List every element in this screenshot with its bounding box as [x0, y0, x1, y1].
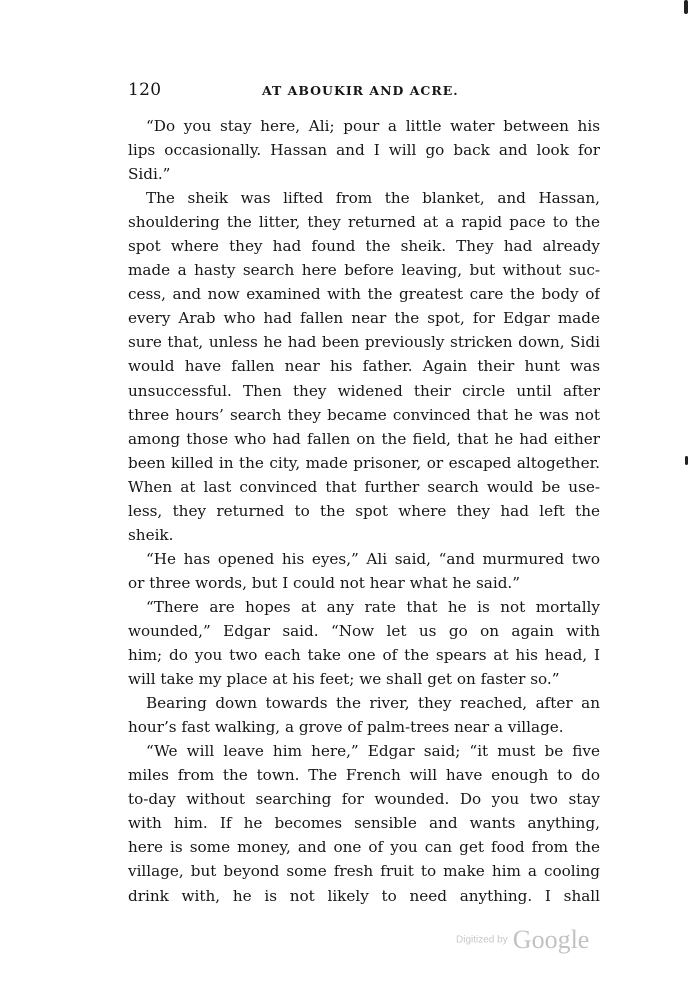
text-line: will take my place at his feet; we shall get on faster so.” — [128, 670, 560, 689]
text-line: with him. If he becomes sensible and wants anything, — [128, 814, 600, 833]
text-line: or three words, but I could not hear what he said.” — [128, 573, 521, 592]
text-line: every Arab who had fallen near the spot, for Edgar made — [128, 309, 600, 328]
body-text — [128, 114, 600, 908]
text-line: lips occasionally. Hassan and I will go back and look for — [128, 141, 600, 160]
text-line: The sheik was lifted from the blanket, and Hassan, — [146, 189, 600, 208]
text-line: among those who had fallen on the field, that he had either — [128, 429, 600, 448]
text-line: shouldering the litter, they returned at a rapid pace to the — [128, 213, 600, 232]
page-number: 120 — [128, 80, 162, 100]
text-line: three hours’ search they became convinced that he was not — [128, 405, 600, 424]
text-line: him; do you two each take one of the spears at his head, I — [128, 646, 600, 665]
text-line: would have fallen near his father. Again their hunt was — [128, 357, 600, 376]
text-line: hour’s fast walking, a grove of palm-trees near a village. — [128, 718, 564, 737]
watermark-prefix: Digitized by — [456, 934, 508, 946]
text-line: to-day without searching for wounded. Do you two stay — [128, 790, 600, 809]
text-line: made a hasty search here before leaving, but without suc- — [128, 261, 600, 280]
text-line: village, but beyond some fresh fruit to make him a cooling — [128, 862, 600, 881]
text-line: Bearing down towards the river, they reached, after an — [146, 694, 600, 713]
text-line: Sidi.” — [128, 165, 171, 184]
text-line: “We will leave him here,” Edgar said; “it must be five — [146, 742, 600, 761]
digitized-by-google-watermark — [456, 925, 589, 955]
text-line: spot where they had found the sheik. They had already — [128, 237, 600, 256]
text-line: “He has opened his eyes,” Ali said, “and murmured two — [146, 549, 600, 568]
text-line: unsuccessful. Then they widened their circle until after — [128, 381, 600, 400]
text-line: “Do you stay here, Ali; pour a little water between his — [146, 117, 600, 135]
text-line: less, they returned to the spot where they had left the — [128, 501, 600, 520]
text-line: drink with, he is not likely to need anything. I shall — [128, 886, 600, 905]
text-line: “There are hopes at any rate that he is not mortally — [146, 597, 600, 616]
text-line: wounded,” Edgar said. “Now let us go on again with — [128, 621, 600, 640]
text-line: miles from the town. The French will have enough to do — [128, 766, 600, 785]
google-logo: Google — [512, 925, 590, 954]
page-header — [128, 80, 600, 104]
text-line: sure that, unless he had been previously stricken down, Sidi — [128, 333, 600, 352]
running-head: AT ABOUKIR AND ACRE. — [262, 83, 459, 98]
text-line: When at last convinced that further search would be use- — [128, 477, 600, 496]
text-line: sheik. — [128, 525, 174, 544]
page-edge-mark — [684, 0, 688, 14]
text-line: cess, and now examined with the greatest care the body of — [128, 285, 600, 304]
text-line: here is some money, and one of you can get food from the — [128, 838, 600, 857]
page-edge-mark — [685, 456, 688, 465]
text-line: been killed in the city, made prisoner, or escaped altogether. — [128, 453, 600, 472]
